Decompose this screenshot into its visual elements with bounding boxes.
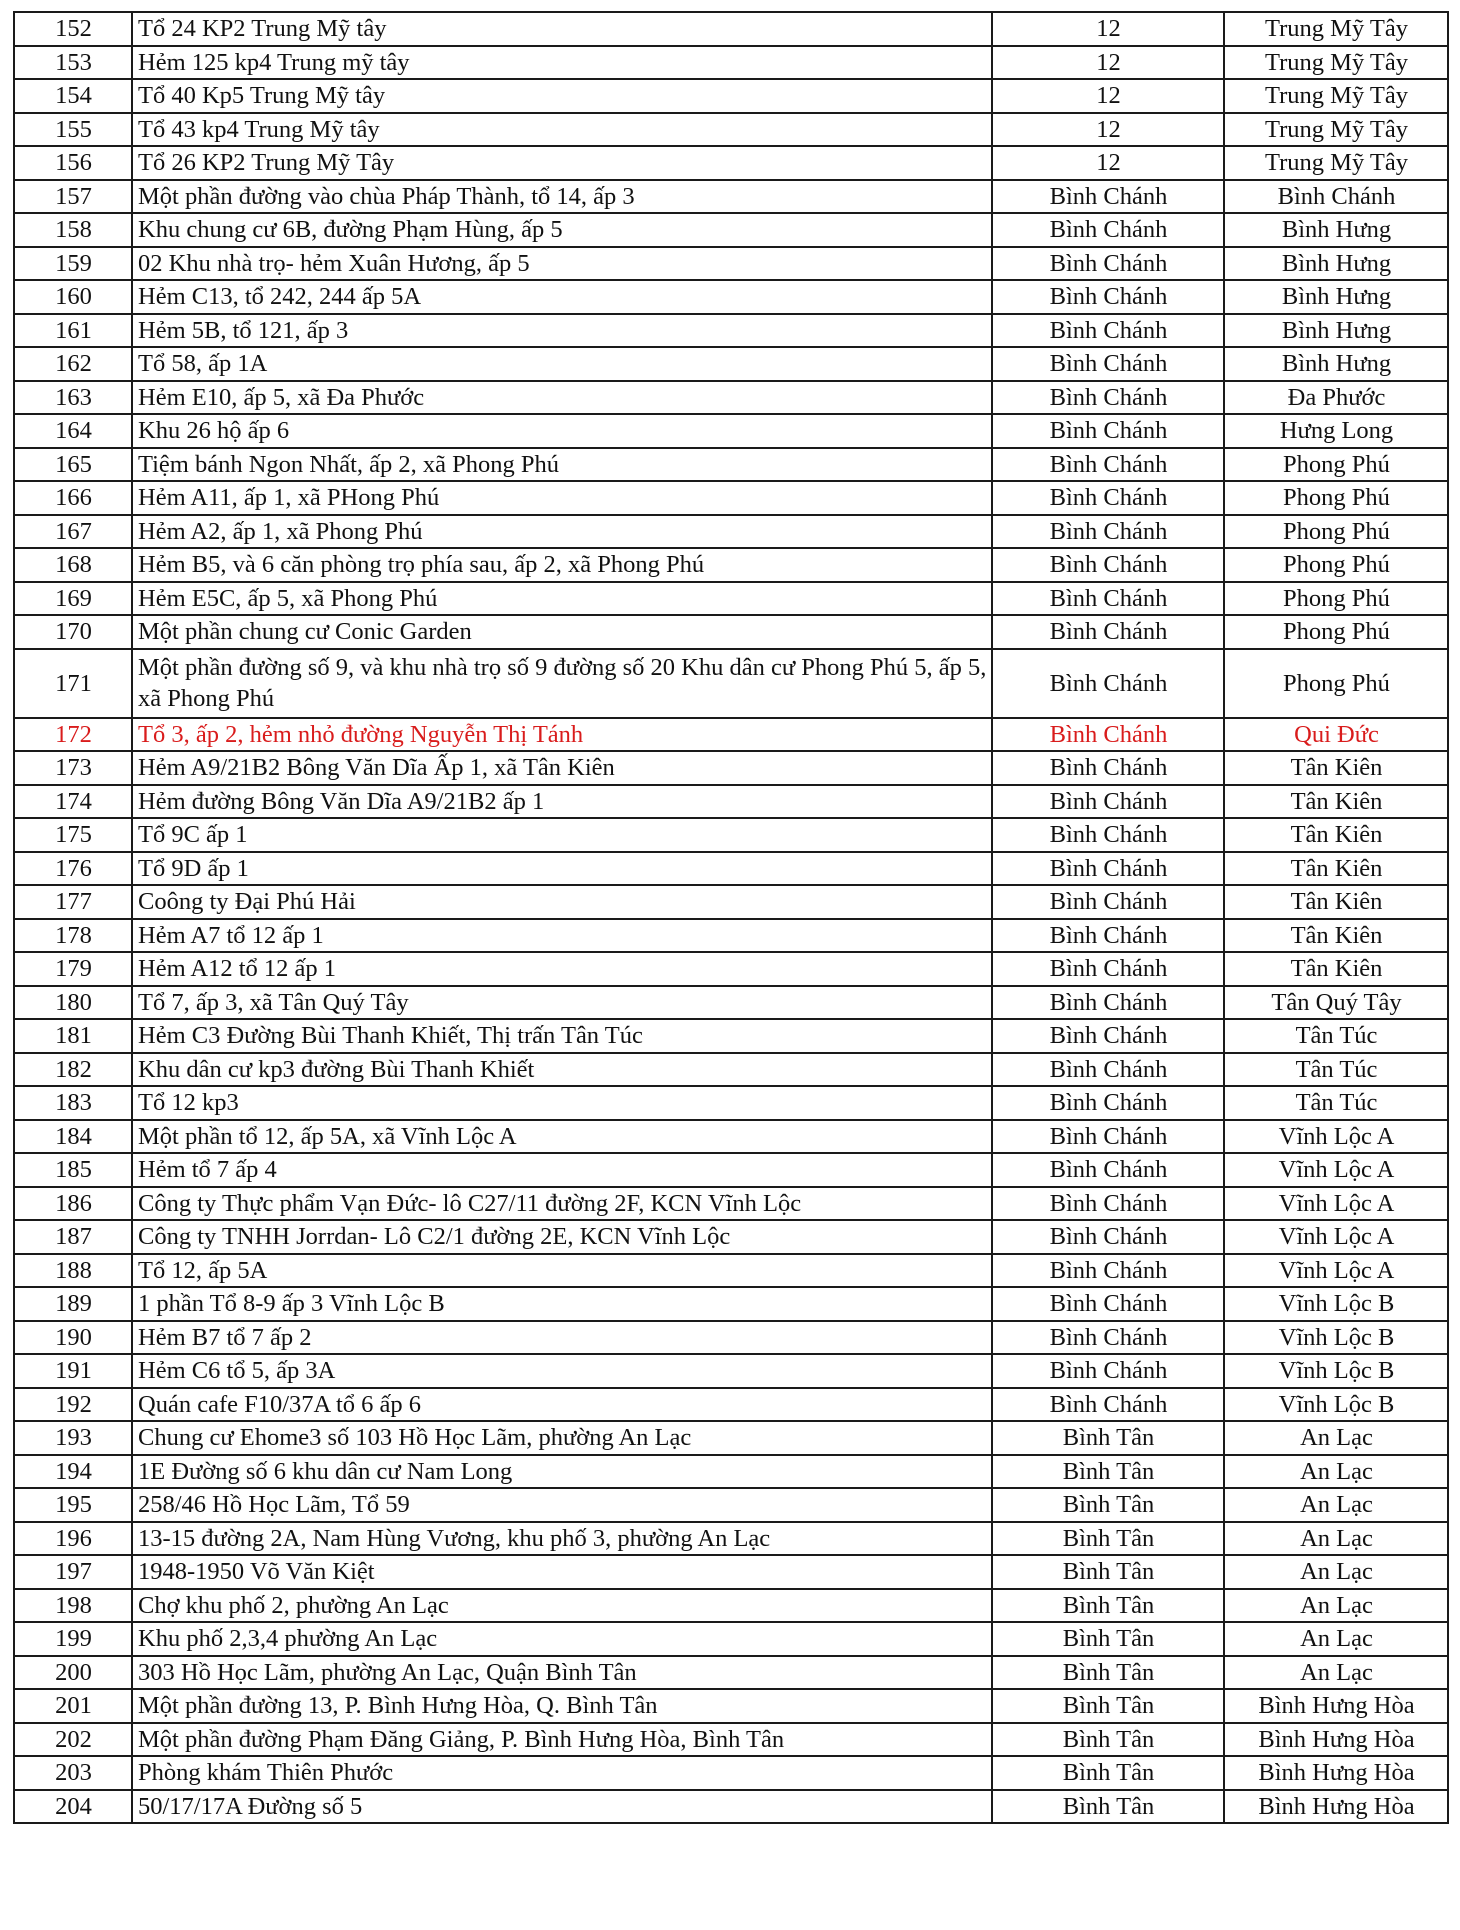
ward-cell: Phong Phú xyxy=(1224,448,1448,482)
district-cell: Bình Chánh xyxy=(992,280,1224,314)
row-number-cell: 167 xyxy=(14,515,132,549)
table-row xyxy=(14,448,1448,482)
ward-cell: An Lạc xyxy=(1224,1589,1448,1623)
ward-cell: Bình Hưng xyxy=(1224,247,1448,281)
row-number-cell: 163 xyxy=(14,381,132,415)
location-cell: Một phần đường vào chùa Pháp Thành, tổ 14, ấp 3 xyxy=(132,180,992,214)
ward-cell: Tân Kiên xyxy=(1224,751,1448,785)
district-cell: 12 xyxy=(992,113,1224,147)
table-row xyxy=(14,280,1448,314)
table-row xyxy=(14,1187,1448,1221)
ward-cell: Vĩnh Lộc A xyxy=(1224,1254,1448,1288)
table-row xyxy=(14,649,1448,718)
table-row xyxy=(14,548,1448,582)
location-table xyxy=(13,11,1449,1824)
location-cell: Hẻm A2, ấp 1, xã Phong Phú xyxy=(132,515,992,549)
district-cell: Bình Chánh xyxy=(992,919,1224,953)
table-row xyxy=(14,481,1448,515)
row-number-cell: 171 xyxy=(14,649,132,718)
district-cell: Bình Chánh xyxy=(992,247,1224,281)
row-number-cell: 186 xyxy=(14,1187,132,1221)
district-cell: Bình Chánh xyxy=(992,1287,1224,1321)
ward-cell: Bình Hưng Hòa xyxy=(1224,1756,1448,1790)
row-number-cell: 170 xyxy=(14,615,132,649)
table-row xyxy=(14,1287,1448,1321)
district-cell: Bình Chánh xyxy=(992,1388,1224,1422)
location-cell: Hẻm E5C, ấp 5, xã Phong Phú xyxy=(132,582,992,616)
table-row xyxy=(14,718,1448,752)
ward-cell: Phong Phú xyxy=(1224,515,1448,549)
district-cell: Bình Chánh xyxy=(992,381,1224,415)
district-cell: Bình Chánh xyxy=(992,751,1224,785)
row-number-cell: 156 xyxy=(14,146,132,180)
table-row xyxy=(14,347,1448,381)
location-cell: Tổ 3, ấp 2, hẻm nhỏ đường Nguyễn Thị Tánh xyxy=(132,718,992,752)
location-cell: Một phần đường Phạm Đăng Giảng, P. Bình Hưng Hòa, Bình Tân xyxy=(132,1723,992,1757)
row-number-cell: 185 xyxy=(14,1153,132,1187)
district-cell: Bình Chánh xyxy=(992,414,1224,448)
ward-cell: Đa Phước xyxy=(1224,381,1448,415)
row-number-cell: 201 xyxy=(14,1689,132,1723)
location-cell: 258/46 Hồ Học Lãm, Tổ 59 xyxy=(132,1488,992,1522)
row-number-cell: 184 xyxy=(14,1120,132,1154)
location-cell: Tổ 12, ấp 5A xyxy=(132,1254,992,1288)
table-row xyxy=(14,1086,1448,1120)
district-cell: Bình Chánh xyxy=(992,548,1224,582)
location-cell: Công ty TNHH Jorrdan- Lô C2/1 đường 2E, KCN Vĩnh Lộc xyxy=(132,1220,992,1254)
location-cell: Hẻm C6 tổ 5, ấp 3A xyxy=(132,1354,992,1388)
location-cell: Tổ 26 KP2 Trung Mỹ Tây xyxy=(132,146,992,180)
table-row xyxy=(14,1522,1448,1556)
row-number-cell: 162 xyxy=(14,347,132,381)
location-cell: Hẻm A7 tổ 12 ấp 1 xyxy=(132,919,992,953)
district-cell: Bình Chánh xyxy=(992,1187,1224,1221)
ward-cell: An Lạc xyxy=(1224,1522,1448,1556)
location-cell: Tổ 40 Kp5 Trung Mỹ tây xyxy=(132,79,992,113)
location-cell: Quán cafe F10/37A tổ 6 ấp 6 xyxy=(132,1388,992,1422)
location-cell: Chung cư Ehome3 số 103 Hồ Học Lãm, phường An Lạc xyxy=(132,1421,992,1455)
row-number-cell: 188 xyxy=(14,1254,132,1288)
table-row xyxy=(14,1723,1448,1757)
row-number-cell: 204 xyxy=(14,1790,132,1824)
row-number-cell: 173 xyxy=(14,751,132,785)
ward-cell: Phong Phú xyxy=(1224,481,1448,515)
row-number-cell: 158 xyxy=(14,213,132,247)
location-cell: Tổ 43 kp4 Trung Mỹ tây xyxy=(132,113,992,147)
district-cell: Bình Tân xyxy=(992,1455,1224,1489)
row-number-cell: 192 xyxy=(14,1388,132,1422)
row-number-cell: 172 xyxy=(14,718,132,752)
row-number-cell: 187 xyxy=(14,1220,132,1254)
row-number-cell: 189 xyxy=(14,1287,132,1321)
row-number-cell: 199 xyxy=(14,1622,132,1656)
table-row xyxy=(14,1388,1448,1422)
row-number-cell: 177 xyxy=(14,885,132,919)
district-cell: Bình Chánh xyxy=(992,180,1224,214)
district-cell: 12 xyxy=(992,12,1224,46)
table-row xyxy=(14,1622,1448,1656)
location-cell: Khu phố 2,3,4 phường An Lạc xyxy=(132,1622,992,1656)
ward-cell: Tân Túc xyxy=(1224,1053,1448,1087)
table-row xyxy=(14,146,1448,180)
table-row xyxy=(14,952,1448,986)
table-row xyxy=(14,1455,1448,1489)
district-cell: Bình Chánh xyxy=(992,852,1224,886)
table-row xyxy=(14,1321,1448,1355)
ward-cell: Phong Phú xyxy=(1224,615,1448,649)
district-cell: Bình Chánh xyxy=(992,1254,1224,1288)
table-row xyxy=(14,1756,1448,1790)
document-page xyxy=(13,11,1447,1824)
row-number-cell: 165 xyxy=(14,448,132,482)
table-row xyxy=(14,515,1448,549)
row-number-cell: 160 xyxy=(14,280,132,314)
row-number-cell: 193 xyxy=(14,1421,132,1455)
location-cell: 50/17/17A Đường số 5 xyxy=(132,1790,992,1824)
district-cell: Bình Chánh xyxy=(992,1220,1224,1254)
location-cell: Hẻm A9/21B2 Bông Văn Dĩa Ấp 1, xã Tân Kiên xyxy=(132,751,992,785)
ward-cell: Tân Kiên xyxy=(1224,852,1448,886)
district-cell: Bình Chánh xyxy=(992,1053,1224,1087)
ward-cell: Bình Hưng Hòa xyxy=(1224,1723,1448,1757)
row-number-cell: 168 xyxy=(14,548,132,582)
location-cell: Công ty Thực phẩm Vạn Đức- lô C27/11 đường 2F, KCN Vĩnh Lộc xyxy=(132,1187,992,1221)
district-cell: Bình Chánh xyxy=(992,1019,1224,1053)
row-number-cell: 161 xyxy=(14,314,132,348)
district-cell: Bình Chánh xyxy=(992,1120,1224,1154)
table-row xyxy=(14,1421,1448,1455)
ward-cell: Tân Kiên xyxy=(1224,919,1448,953)
district-cell: Bình Chánh xyxy=(992,986,1224,1020)
ward-cell: Vĩnh Lộc B xyxy=(1224,1388,1448,1422)
row-number-cell: 157 xyxy=(14,180,132,214)
table-row xyxy=(14,582,1448,616)
ward-cell: Bình Hưng xyxy=(1224,314,1448,348)
ward-cell: Trung Mỹ Tây xyxy=(1224,146,1448,180)
table-row xyxy=(14,414,1448,448)
ward-cell: Bình Hưng xyxy=(1224,213,1448,247)
row-number-cell: 183 xyxy=(14,1086,132,1120)
row-number-cell: 154 xyxy=(14,79,132,113)
row-number-cell: 175 xyxy=(14,818,132,852)
row-number-cell: 191 xyxy=(14,1354,132,1388)
table-row xyxy=(14,46,1448,80)
table-row xyxy=(14,818,1448,852)
district-cell: Bình Chánh xyxy=(992,213,1224,247)
ward-cell: Phong Phú xyxy=(1224,548,1448,582)
table-row xyxy=(14,1790,1448,1824)
table-row xyxy=(14,314,1448,348)
row-number-cell: 198 xyxy=(14,1589,132,1623)
table-row xyxy=(14,751,1448,785)
location-cell: Phòng khám Thiên Phước xyxy=(132,1756,992,1790)
district-cell: Bình Tân xyxy=(992,1522,1224,1556)
location-cell: Hẻm C13, tổ 242, 244 ấp 5A xyxy=(132,280,992,314)
district-cell: Bình Chánh xyxy=(992,582,1224,616)
ward-cell: Bình Hưng xyxy=(1224,280,1448,314)
location-cell: Tổ 58, ấp 1A xyxy=(132,347,992,381)
ward-cell: Tân Túc xyxy=(1224,1019,1448,1053)
ward-cell: Vĩnh Lộc A xyxy=(1224,1120,1448,1154)
ward-cell: Hưng Long xyxy=(1224,414,1448,448)
row-number-cell: 152 xyxy=(14,12,132,46)
location-cell: Một phần chung cư Conic Garden xyxy=(132,615,992,649)
ward-cell: Trung Mỹ Tây xyxy=(1224,113,1448,147)
ward-cell: An Lạc xyxy=(1224,1555,1448,1589)
district-cell: Bình Chánh xyxy=(992,818,1224,852)
row-number-cell: 196 xyxy=(14,1522,132,1556)
ward-cell: Bình Hưng Hòa xyxy=(1224,1790,1448,1824)
ward-cell: An Lạc xyxy=(1224,1488,1448,1522)
row-number-cell: 194 xyxy=(14,1455,132,1489)
location-cell: Tổ 12 kp3 xyxy=(132,1086,992,1120)
ward-cell: Bình Hưng xyxy=(1224,347,1448,381)
district-cell: 12 xyxy=(992,146,1224,180)
table-row xyxy=(14,79,1448,113)
ward-cell: Trung Mỹ Tây xyxy=(1224,12,1448,46)
district-cell: Bình Tân xyxy=(992,1723,1224,1757)
table-row xyxy=(14,1555,1448,1589)
district-cell: Bình Tân xyxy=(992,1421,1224,1455)
location-cell: Hẻm A12 tổ 12 ấp 1 xyxy=(132,952,992,986)
district-cell: Bình Tân xyxy=(992,1790,1224,1824)
row-number-cell: 197 xyxy=(14,1555,132,1589)
row-number-cell: 182 xyxy=(14,1053,132,1087)
location-cell: Một phần đường 13, P. Bình Hưng Hòa, Q. Bình Tân xyxy=(132,1689,992,1723)
ward-cell: Vĩnh Lộc A xyxy=(1224,1220,1448,1254)
table-row xyxy=(14,615,1448,649)
row-number-cell: 181 xyxy=(14,1019,132,1053)
ward-cell: Tân Quý Tây xyxy=(1224,986,1448,1020)
location-cell: Khu 26 hộ ấp 6 xyxy=(132,414,992,448)
table-row xyxy=(14,1656,1448,1690)
location-cell: Hẻm 125 kp4 Trung mỹ tây xyxy=(132,46,992,80)
location-cell: Tổ 7, ấp 3, xã Tân Quý Tây xyxy=(132,986,992,1020)
location-cell: Tổ 9C ấp 1 xyxy=(132,818,992,852)
row-number-cell: 159 xyxy=(14,247,132,281)
row-number-cell: 174 xyxy=(14,785,132,819)
row-number-cell: 202 xyxy=(14,1723,132,1757)
row-number-cell: 166 xyxy=(14,481,132,515)
row-number-cell: 164 xyxy=(14,414,132,448)
district-cell: Bình Tân xyxy=(992,1656,1224,1690)
ward-cell: An Lạc xyxy=(1224,1421,1448,1455)
table-row xyxy=(14,247,1448,281)
table-row xyxy=(14,1589,1448,1623)
table-row xyxy=(14,213,1448,247)
district-cell: Bình Tân xyxy=(992,1589,1224,1623)
ward-cell: Vĩnh Lộc A xyxy=(1224,1153,1448,1187)
district-cell: Bình Tân xyxy=(992,1756,1224,1790)
district-cell: Bình Chánh xyxy=(992,1153,1224,1187)
location-cell: Khu chung cư 6B, đường Phạm Hùng, ấp 5 xyxy=(132,213,992,247)
table-row xyxy=(14,785,1448,819)
ward-cell: Qui Đức xyxy=(1224,718,1448,752)
district-cell: Bình Chánh xyxy=(992,1354,1224,1388)
location-cell: Hẻm B7 tổ 7 ấp 2 xyxy=(132,1321,992,1355)
row-number-cell: 155 xyxy=(14,113,132,147)
ward-cell: Tân Túc xyxy=(1224,1086,1448,1120)
district-cell: Bình Chánh xyxy=(992,1086,1224,1120)
district-cell: Bình Chánh xyxy=(992,952,1224,986)
ward-cell: An Lạc xyxy=(1224,1656,1448,1690)
table-row xyxy=(14,381,1448,415)
row-number-cell: 153 xyxy=(14,46,132,80)
district-cell: Bình Chánh xyxy=(992,649,1224,718)
district-cell: Bình Chánh xyxy=(992,718,1224,752)
location-cell: Hẻm tổ 7 ấp 4 xyxy=(132,1153,992,1187)
table-row xyxy=(14,1488,1448,1522)
table-row xyxy=(14,1053,1448,1087)
ward-cell: Vĩnh Lộc B xyxy=(1224,1354,1448,1388)
location-cell: Hẻm C3 Đường Bùi Thanh Khiết, Thị trấn Tân Túc xyxy=(132,1019,992,1053)
location-cell: Hẻm B5, và 6 căn phòng trọ phía sau, ấp 2, xã Phong Phú xyxy=(132,548,992,582)
ward-cell: Vĩnh Lộc A xyxy=(1224,1187,1448,1221)
ward-cell: Trung Mỹ Tây xyxy=(1224,46,1448,80)
table-row xyxy=(14,986,1448,1020)
ward-cell: Trung Mỹ Tây xyxy=(1224,79,1448,113)
ward-cell: Bình Hưng Hòa xyxy=(1224,1689,1448,1723)
district-cell: Bình Tân xyxy=(992,1689,1224,1723)
district-cell: Bình Tân xyxy=(992,1555,1224,1589)
table-row xyxy=(14,1220,1448,1254)
row-number-cell: 190 xyxy=(14,1321,132,1355)
location-cell: Một phần tổ 12, ấp 5A, xã Vĩnh Lộc A xyxy=(132,1120,992,1154)
ward-cell: Vĩnh Lộc B xyxy=(1224,1287,1448,1321)
table-row xyxy=(14,885,1448,919)
table-row xyxy=(14,12,1448,46)
location-cell: Hẻm A11, ấp 1, xã PHong Phú xyxy=(132,481,992,515)
table-row xyxy=(14,1153,1448,1187)
table-row xyxy=(14,113,1448,147)
location-cell: Chợ khu phố 2, phường An Lạc xyxy=(132,1589,992,1623)
location-cell: 1E Đường số 6 khu dân cư Nam Long xyxy=(132,1455,992,1489)
district-cell: Bình Chánh xyxy=(992,615,1224,649)
table-row xyxy=(14,852,1448,886)
district-cell: 12 xyxy=(992,46,1224,80)
row-number-cell: 200 xyxy=(14,1656,132,1690)
district-cell: Bình Chánh xyxy=(992,785,1224,819)
district-cell: Bình Chánh xyxy=(992,885,1224,919)
location-cell: Hẻm E10, ấp 5, xã Đa Phước xyxy=(132,381,992,415)
ward-cell: An Lạc xyxy=(1224,1455,1448,1489)
ward-cell: An Lạc xyxy=(1224,1622,1448,1656)
table-row xyxy=(14,180,1448,214)
ward-cell: Tân Kiên xyxy=(1224,785,1448,819)
table-row xyxy=(14,1120,1448,1154)
location-cell: Tiệm bánh Ngon Nhất, ấp 2, xã Phong Phú xyxy=(132,448,992,482)
ward-cell: Tân Kiên xyxy=(1224,885,1448,919)
district-cell: Bình Tân xyxy=(992,1488,1224,1522)
table-row xyxy=(14,1354,1448,1388)
district-cell: Bình Tân xyxy=(992,1622,1224,1656)
ward-cell: Vĩnh Lộc B xyxy=(1224,1321,1448,1355)
district-cell: Bình Chánh xyxy=(992,1321,1224,1355)
row-number-cell: 178 xyxy=(14,919,132,953)
table-row xyxy=(14,1019,1448,1053)
ward-cell: Phong Phú xyxy=(1224,649,1448,718)
location-cell: 02 Khu nhà trọ- hẻm Xuân Hương, ấp 5 xyxy=(132,247,992,281)
location-cell: Hẻm đường Bông Văn Dĩa A9/21B2 ấp 1 xyxy=(132,785,992,819)
location-cell: 1 phần Tổ 8-9 ấp 3 Vĩnh Lộc B xyxy=(132,1287,992,1321)
location-cell: Hẻm 5B, tổ 121, ấp 3 xyxy=(132,314,992,348)
row-number-cell: 180 xyxy=(14,986,132,1020)
ward-cell: Tân Kiên xyxy=(1224,818,1448,852)
table-row xyxy=(14,919,1448,953)
ward-cell: Bình Chánh xyxy=(1224,180,1448,214)
location-cell: 1948-1950 Võ Văn Kiệt xyxy=(132,1555,992,1589)
table-row xyxy=(14,1254,1448,1288)
row-number-cell: 179 xyxy=(14,952,132,986)
location-cell: Tổ 24 KP2 Trung Mỹ tây xyxy=(132,12,992,46)
location-cell: Coông ty Đại Phú Hải xyxy=(132,885,992,919)
location-cell: Tổ 9D ấp 1 xyxy=(132,852,992,886)
district-cell: Bình Chánh xyxy=(992,448,1224,482)
row-number-cell: 169 xyxy=(14,582,132,616)
location-cell: Một phần đường số 9, và khu nhà trọ số 9 đường số 20 Khu dân cư Phong Phú 5, ấp 5, xã Phong Phú xyxy=(132,649,992,718)
ward-cell: Phong Phú xyxy=(1224,582,1448,616)
location-cell: 303 Hồ Học Lãm, phường An Lạc, Quận Bình Tân xyxy=(132,1656,992,1690)
row-number-cell: 176 xyxy=(14,852,132,886)
table-body xyxy=(14,12,1448,1823)
location-cell: Khu dân cư kp3 đường Bùi Thanh Khiết xyxy=(132,1053,992,1087)
district-cell: Bình Chánh xyxy=(992,481,1224,515)
district-cell: 12 xyxy=(992,79,1224,113)
district-cell: Bình Chánh xyxy=(992,314,1224,348)
row-number-cell: 203 xyxy=(14,1756,132,1790)
district-cell: Bình Chánh xyxy=(992,347,1224,381)
row-number-cell: 195 xyxy=(14,1488,132,1522)
table-row xyxy=(14,1689,1448,1723)
district-cell: Bình Chánh xyxy=(992,515,1224,549)
ward-cell: Tân Kiên xyxy=(1224,952,1448,986)
location-cell: 13-15 đường 2A, Nam Hùng Vương, khu phố 3, phường An Lạc xyxy=(132,1522,992,1556)
